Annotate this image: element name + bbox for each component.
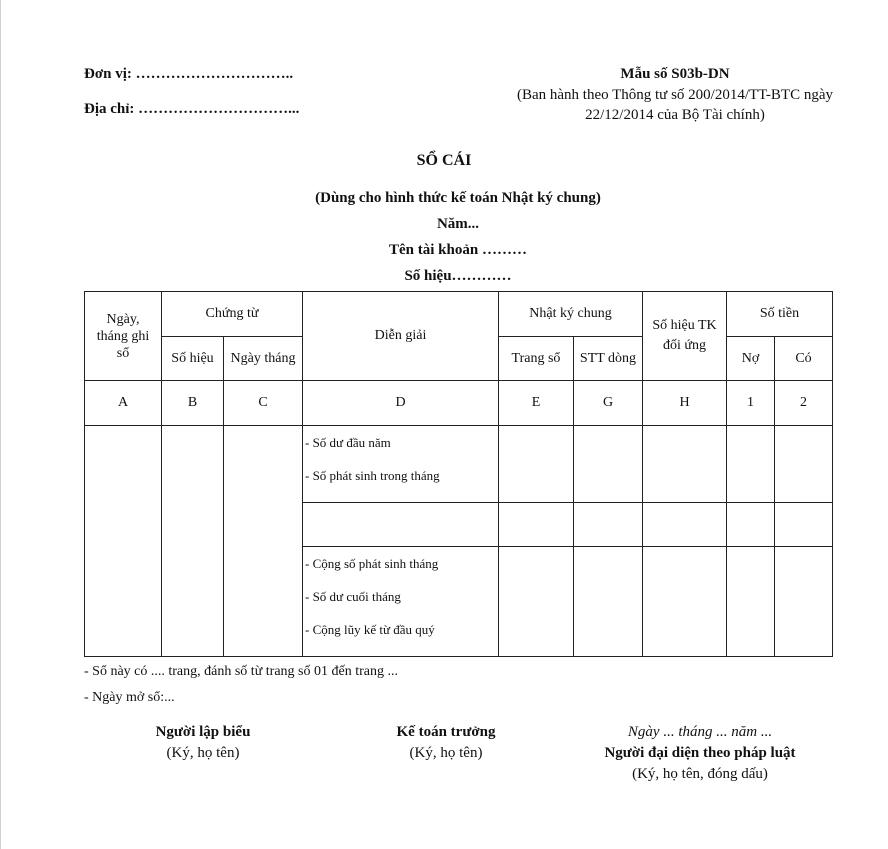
date-cell [85,426,162,657]
code-cell: H [643,381,727,426]
debit-cell [727,503,775,547]
voucher-date-cell [224,426,303,657]
page-cell [499,503,574,547]
list-item: - Số phát sinh trong tháng [305,468,440,483]
col-header-contra-account: Số hiệu TK đối ứng [643,292,727,381]
date-line: Ngày ... tháng ... năm ... [627,724,773,740]
col-header-description: Diễn giải [303,292,499,381]
header-row-1 [85,292,833,337]
legal-rep-note: (Ký, họ tên, đóng dấu) [632,766,768,782]
account-number-label: Số hiệu………… [404,268,512,284]
description-cell [303,547,499,657]
col-header-voucher-no: Số hiệu [162,337,224,381]
col-header-voucher: Chứng từ [162,292,303,337]
debit-cell [727,426,775,503]
col-header-page: Trang sổ [499,337,574,381]
unit-label: Đơn vị: ………………………….. [84,66,294,82]
voucher-no-cell [162,426,224,657]
credit-cell [775,503,833,547]
contra-cell [643,503,727,547]
debit-cell [727,547,775,657]
line-cell [574,547,643,657]
line-cell [574,503,643,547]
description-cell [303,426,499,503]
form-code: Mẫu số S03b-DN [620,66,730,82]
line-cell [574,426,643,503]
col-header-line: STT dòng [574,337,643,381]
list-item: - Số dư cuối tháng [305,589,401,604]
code-cell: C [224,381,303,426]
page-cell [499,426,574,503]
code-cell: 1 [727,381,775,426]
page-title: SỔ CÁI [416,152,472,169]
contra-cell [643,426,727,503]
credit-cell [775,547,833,657]
list-item: - Cộng lũy kế từ đầu quý [305,622,435,637]
code-cell: B [162,381,224,426]
address-label: Địa chỉ: …………………………... [84,101,300,117]
ledger-table [84,291,833,657]
code-cell: G [574,381,643,426]
code-cell: E [499,381,574,426]
description-cell [303,503,499,547]
list-item: - Cộng số phát sinh tháng [305,556,439,571]
col-header-debit: Nợ [727,337,775,381]
open-date-note: - Ngày mở sổ:... [84,690,175,705]
col-header-date: Ngày, tháng ghi sổ [85,292,162,381]
code-cell: A [85,381,162,426]
code-cell: 2 [775,381,833,426]
account-name-label: Tên tài khoản ……… [389,242,527,258]
chief-accountant-title: Kế toán trưởng [396,724,496,740]
page-left-border [0,0,1,849]
list-item: - Số dư đầu năm [305,435,391,450]
preparer-title: Người lập biểu [155,724,251,740]
col-header-journal: Nhật ký chung [499,292,643,337]
chief-accountant-note: (Ký, họ tên) [409,745,483,761]
year-label: Năm... [436,216,480,232]
page-subtitle: (Dùng cho hình thức kế toán Nhật ký chung) [315,190,601,206]
pages-note: - Sổ này có .... trang, đánh số từ trang số 01 đến trang ... [84,664,398,679]
legal-rep-title: Người đại diện theo pháp luật [604,745,796,761]
col-header-credit: Có [775,337,833,381]
preparer-note: (Ký, họ tên) [166,745,240,761]
form-note-line2: 22/12/2014 của Bộ Tài chính) [585,107,765,123]
page-cell [499,547,574,657]
col-header-amount: Số tiền [727,292,833,337]
code-row [85,381,833,426]
form-note-line1: (Ban hành theo Thông tư số 200/2014/TT-BTC ngày [516,87,834,103]
code-cell: D [303,381,499,426]
credit-cell [775,426,833,503]
contra-cell [643,547,727,657]
data-row-opening [85,426,833,503]
col-header-voucher-date: Ngày tháng [224,337,303,381]
